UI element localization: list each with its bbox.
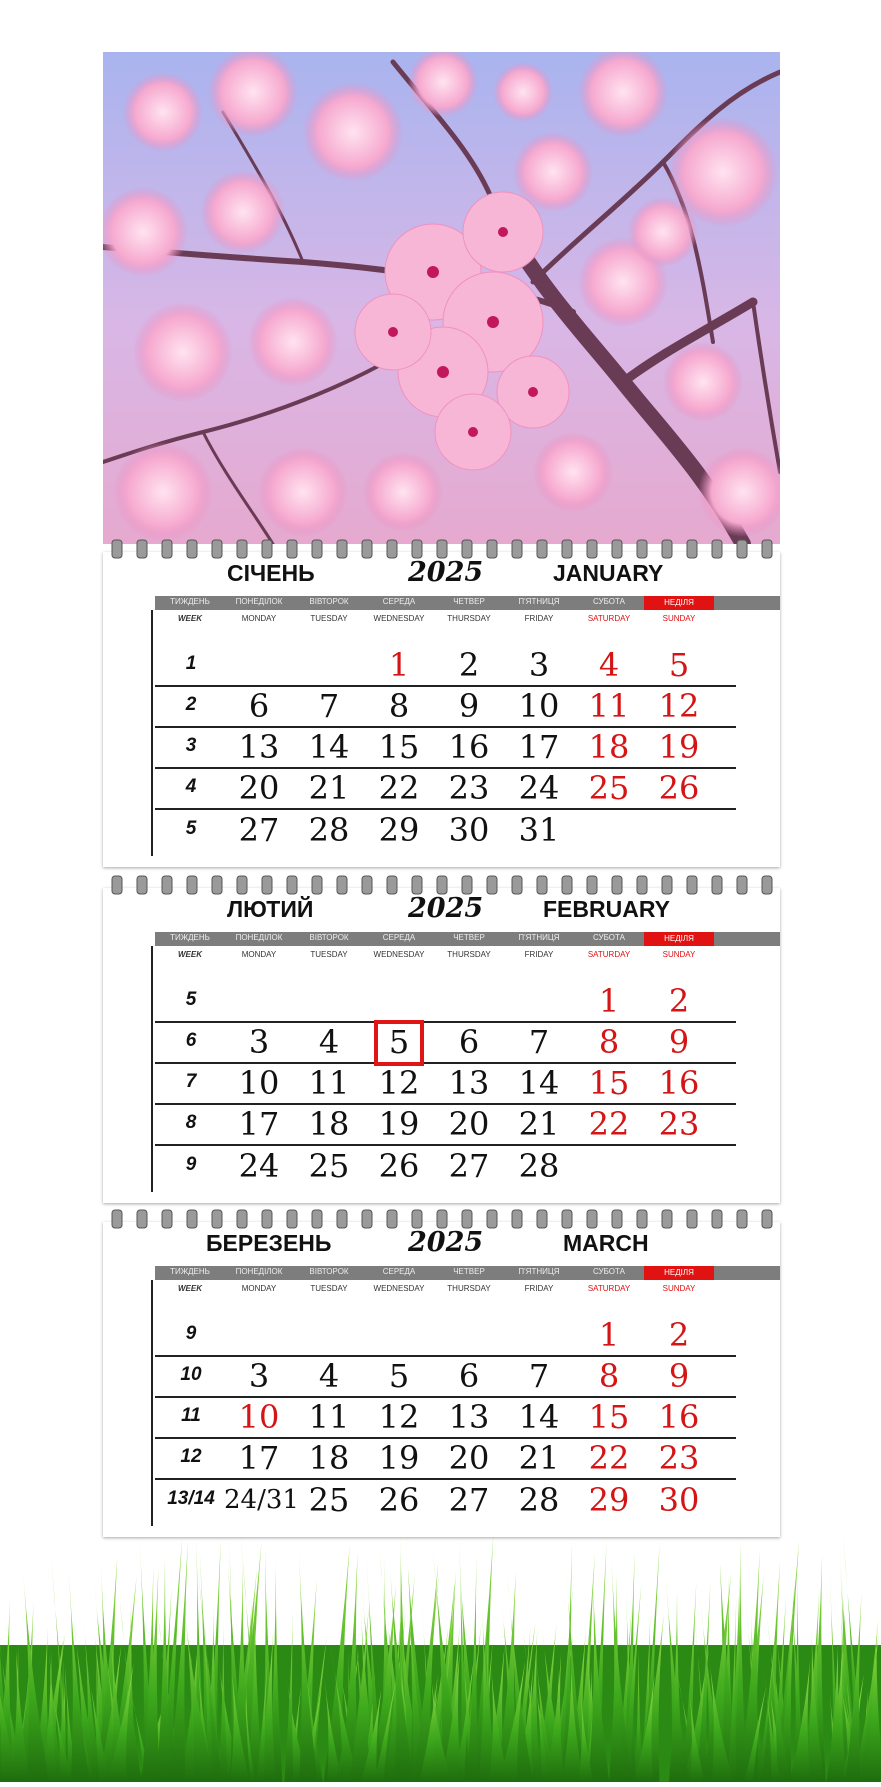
calendar-day: 21: [308, 769, 350, 807]
week-number: 5: [185, 818, 197, 839]
calendar-day: 23: [658, 1439, 700, 1477]
week-number: 7: [185, 1071, 197, 1092]
calendar-day: 24/31: [224, 1485, 299, 1515]
calendar-day: 7: [318, 687, 340, 725]
calendar-day: 8: [388, 687, 410, 725]
week-number: 5: [185, 989, 197, 1010]
weekday-en-1: TUESDAY: [310, 614, 348, 623]
weekday-ua-3: ЧЕТВЕР: [453, 933, 485, 942]
weekday-en-1: TUESDAY: [310, 950, 348, 959]
calendar-day: 19: [658, 728, 700, 766]
month-header: [103, 1222, 780, 1266]
weekday-ua-3: ЧЕТВЕР: [453, 1267, 485, 1276]
calendar-day: 11: [588, 687, 630, 725]
calendar-day: 30: [658, 1481, 700, 1519]
weekday-en-2: WEDNESDAY: [373, 950, 425, 959]
month-name-ua: БЕРЕЗЕНЬ: [206, 1230, 332, 1256]
calendar-day: 1: [598, 1316, 620, 1354]
calendar-day: 19: [378, 1105, 420, 1143]
calendar-day: 16: [658, 1398, 700, 1436]
weekday-en-6: SUNDAY: [662, 950, 696, 959]
calendar-day: 2: [668, 982, 690, 1020]
week-header-en: WEEK: [178, 1284, 202, 1293]
calendar-day: 27: [448, 1147, 490, 1185]
calendar-day: 19: [378, 1439, 420, 1477]
week-row-divider: [155, 1021, 736, 1023]
calendar-day: 21: [518, 1105, 560, 1143]
calendar-day: 15: [588, 1398, 630, 1436]
cherry-blossom-illustration: [103, 52, 780, 544]
weekday-en-5: SATURDAY: [587, 950, 631, 959]
calendar-day: 5: [388, 1023, 410, 1061]
calendar-day: 9: [668, 1357, 690, 1395]
week-header-ua: ТИЖДЕНЬ: [170, 933, 210, 942]
calendar-day: 26: [378, 1481, 420, 1519]
calendar-day: 28: [518, 1481, 560, 1519]
week-number: 9: [185, 1154, 197, 1175]
calendar-day: 23: [448, 769, 490, 807]
calendar-day: 3: [248, 1357, 270, 1395]
week-number: 13/14: [167, 1488, 215, 1509]
calendar-day: 16: [658, 1064, 700, 1102]
calendar-day: 18: [308, 1439, 350, 1477]
weekday-ua-1: ВІВТОРОК: [309, 933, 349, 942]
week-column-divider: [151, 1280, 153, 1526]
week-row-divider: [155, 1144, 736, 1146]
calendar-day: 15: [588, 1064, 630, 1102]
weekday-ua-0: ПОНЕДІЛОК: [235, 1267, 283, 1276]
calendar-day: 10: [238, 1064, 280, 1102]
calendar-day: 28: [308, 811, 350, 849]
weekday-ua-6: НЕДІЛЯ: [644, 932, 714, 946]
weekday-ua-5: СУБОТА: [593, 597, 625, 606]
calendar-day: 12: [658, 687, 700, 725]
weekday-ua-0: ПОНЕДІЛОК: [235, 597, 283, 606]
calendar-day: 6: [458, 1023, 480, 1061]
year-label: 2025: [408, 893, 484, 924]
calendar-day: 26: [658, 769, 700, 807]
weekday-en-2: WEDNESDAY: [373, 614, 425, 623]
week-number: 10: [180, 1364, 202, 1385]
weekday-en-6: SUNDAY: [662, 614, 696, 623]
calendar-day: 8: [598, 1023, 620, 1061]
weekday-en-3: THURSDAY: [447, 950, 491, 959]
weekday-en-6: SUNDAY: [662, 1284, 696, 1293]
calendar-day: 26: [378, 1147, 420, 1185]
calendar-day: 4: [318, 1357, 340, 1395]
calendar-day: 25: [308, 1147, 350, 1185]
calendar-day: 27: [448, 1481, 490, 1519]
calendar-day: 17: [518, 728, 560, 766]
cherry-blossom-photo: [103, 52, 780, 544]
weekday-ua-3: ЧЕТВЕР: [453, 597, 485, 606]
calendar-day: 3: [248, 1023, 270, 1061]
week-column-divider: [151, 610, 153, 856]
week-number: 11: [181, 1405, 201, 1426]
calendar-day: 12: [378, 1064, 420, 1102]
weekday-ua-0: ПОНЕДІЛОК: [235, 933, 283, 942]
calendar-day: 21: [518, 1439, 560, 1477]
week-number: 12: [180, 1446, 202, 1467]
week-number: 2: [185, 694, 197, 715]
calendar-day: 10: [238, 1398, 280, 1436]
weekday-en-0: MONDAY: [241, 950, 277, 959]
calendar-day: 11: [308, 1398, 350, 1436]
calendar-day: 27: [238, 811, 280, 849]
weekday-en-4: FRIDAY: [524, 950, 554, 959]
calendar-day: 1: [598, 982, 620, 1020]
calendar-day: 29: [378, 811, 420, 849]
calendar-day: 3: [528, 646, 550, 684]
calendar-day: 23: [658, 1105, 700, 1143]
calendar-day: 17: [238, 1439, 280, 1477]
week-number: 1: [185, 653, 197, 674]
calendar-day: 22: [588, 1439, 630, 1477]
calendar-day: 2: [458, 646, 480, 684]
calendar-day: 14: [518, 1064, 560, 1102]
weekday-en-1: TUESDAY: [310, 1284, 348, 1293]
weekday-ua-4: П'ЯТНИЦЯ: [518, 933, 560, 942]
weekday-ua-2: СЕРЕДА: [382, 933, 416, 942]
calendar-day: 4: [318, 1023, 340, 1061]
month-sheet-january: [103, 552, 780, 867]
weekday-ua-1: ВІВТОРОК: [309, 1267, 349, 1276]
calendar-day: 17: [238, 1105, 280, 1143]
calendar-day: 9: [668, 1023, 690, 1061]
calendar-day: 25: [308, 1481, 350, 1519]
weekday-en-0: MONDAY: [241, 1284, 277, 1293]
calendar-day: 18: [588, 728, 630, 766]
calendar-day: 6: [458, 1357, 480, 1395]
weekday-en-0: MONDAY: [241, 614, 277, 623]
grass-illustration: [0, 1525, 881, 1782]
week-row-divider: [155, 1478, 736, 1480]
month-header: [103, 888, 780, 932]
calendar-day: 4: [598, 646, 620, 684]
weekday-ua-5: СУБОТА: [593, 1267, 625, 1276]
week-number: 3: [185, 735, 197, 756]
week-header-ua: ТИЖДЕНЬ: [170, 597, 210, 606]
calendar-day: 16: [448, 728, 490, 766]
calendar-day: 15: [378, 728, 420, 766]
weekday-en-4: FRIDAY: [524, 614, 554, 623]
calendar-day: 7: [528, 1023, 550, 1061]
calendar-day: 8: [598, 1357, 620, 1395]
month-header: [103, 552, 780, 596]
month-sheet-march: [103, 1222, 780, 1537]
calendar-day: 13: [448, 1398, 490, 1436]
calendar-day: 11: [308, 1064, 350, 1102]
weekday-ua-2: СЕРЕДА: [382, 597, 416, 606]
calendar-day: 13: [238, 728, 280, 766]
calendar-day: 31: [518, 811, 560, 849]
month-name-en: MARCH: [563, 1230, 649, 1256]
calendar-day: 24: [238, 1147, 280, 1185]
weekday-ua-2: СЕРЕДА: [382, 1267, 416, 1276]
calendar-day: 12: [378, 1398, 420, 1436]
week-header-en: WEEK: [178, 614, 202, 623]
weekday-en-4: FRIDAY: [524, 1284, 554, 1293]
year-label: 2025: [408, 1227, 484, 1258]
calendar-day: 7: [528, 1357, 550, 1395]
week-header-ua: ТИЖДЕНЬ: [170, 1267, 210, 1276]
week-row-divider: [155, 808, 736, 810]
week-row-divider: [155, 1355, 736, 1357]
calendar-day: 14: [518, 1398, 560, 1436]
week-number: 8: [185, 1112, 197, 1133]
weekday-ua-4: П'ЯТНИЦЯ: [518, 597, 560, 606]
calendar-day: 30: [448, 811, 490, 849]
weekday-bar: [155, 1266, 780, 1280]
week-column-divider: [151, 946, 153, 1192]
week-header-en: WEEK: [178, 950, 202, 959]
calendar-day: 14: [308, 728, 350, 766]
week-row-divider: [155, 685, 736, 687]
month-name-ua: ЛЮТИЙ: [227, 896, 314, 922]
calendar-day: 1: [388, 646, 410, 684]
month-sheet-february: [103, 888, 780, 1203]
month-name-ua: СІЧЕНЬ: [227, 560, 315, 586]
weekday-bar: [155, 596, 780, 610]
month-name-en: JANUARY: [553, 560, 664, 586]
weekday-bar: [155, 932, 780, 946]
calendar-day: 22: [378, 769, 420, 807]
weekday-en-3: THURSDAY: [447, 1284, 491, 1293]
weekday-en-3: THURSDAY: [447, 614, 491, 623]
calendar-day: 20: [238, 769, 280, 807]
calendar-day: 22: [588, 1105, 630, 1143]
weekday-ua-5: СУБОТА: [593, 933, 625, 942]
calendar-day: 13: [448, 1064, 490, 1102]
weekday-en-2: WEDNESDAY: [373, 1284, 425, 1293]
grass-decoration: [0, 1525, 881, 1782]
calendar-day: 5: [388, 1357, 410, 1395]
weekday-en-5: SATURDAY: [587, 1284, 631, 1293]
calendar-day: 6: [248, 687, 270, 725]
calendar-day: 25: [588, 769, 630, 807]
year-label: 2025: [408, 557, 484, 588]
calendar-day: 18: [308, 1105, 350, 1143]
weekday-ua-6: НЕДІЛЯ: [644, 596, 714, 610]
weekday-ua-6: НЕДІЛЯ: [644, 1266, 714, 1280]
week-number: 9: [185, 1323, 197, 1344]
calendar-day: 20: [448, 1105, 490, 1143]
weekday-en-5: SATURDAY: [587, 614, 631, 623]
calendar-day: 24: [518, 769, 560, 807]
calendar-day: 29: [588, 1481, 630, 1519]
weekday-ua-1: ВІВТОРОК: [309, 597, 349, 606]
weekday-ua-4: П'ЯТНИЦЯ: [518, 1267, 560, 1276]
calendar-day: 9: [458, 687, 480, 725]
month-name-en: FEBRUARY: [543, 896, 670, 922]
calendar-day: 2: [668, 1316, 690, 1354]
calendar-day: 28: [518, 1147, 560, 1185]
week-number: 6: [185, 1030, 197, 1051]
week-number: 4: [185, 776, 197, 797]
calendar-day: 10: [518, 687, 560, 725]
calendar-day: 5: [668, 646, 690, 684]
calendar-day: 20: [448, 1439, 490, 1477]
